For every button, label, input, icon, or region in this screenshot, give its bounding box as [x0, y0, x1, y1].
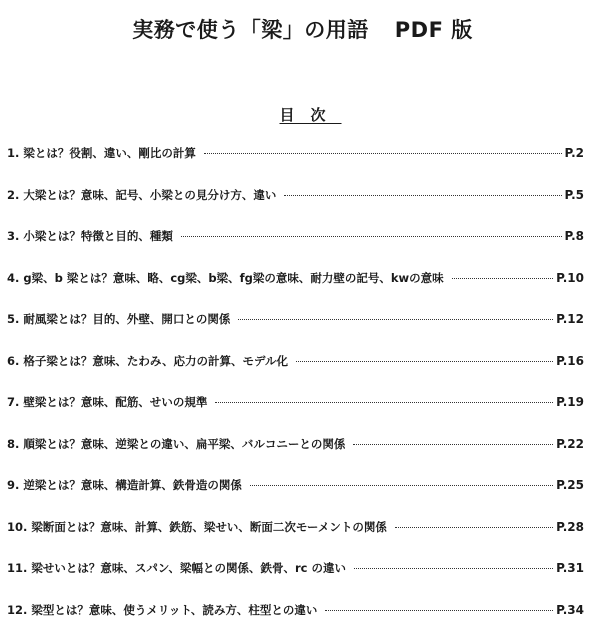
- toc-leader-dots: [452, 278, 554, 279]
- toc-leader-dots: [215, 402, 553, 403]
- toc-leader-dots: [250, 485, 553, 486]
- toc-entry[interactable]: [7, 394, 584, 436]
- toc-entry[interactable]: [7, 145, 584, 187]
- toc-entry-page[interactable]: P.19: [556, 395, 584, 409]
- toc-entry-title[interactable]: 10. 梁断面とは？意味、計算、鉄筋、梁せい、断面二次モーメントの関係: [7, 519, 387, 535]
- document-title: [0, 14, 605, 44]
- toc-entry-title[interactable]: 2. 大梁とは？意味、記号、小梁との見分け方、違い: [7, 187, 276, 203]
- toc-leader-dots: [284, 195, 561, 196]
- toc-entry-page[interactable]: P.28: [556, 520, 584, 534]
- toc-entry-page[interactable]: P.34: [556, 603, 584, 617]
- toc-leader-dots: [395, 527, 553, 528]
- toc-entry-page[interactable]: P.12: [556, 312, 584, 326]
- toc-entry[interactable]: [7, 560, 584, 602]
- toc-entry-page[interactable]: P.25: [556, 478, 584, 492]
- toc-leader-dots: [204, 153, 562, 154]
- toc-entry[interactable]: [7, 228, 584, 270]
- toc-entry-title[interactable]: 1. 梁とは？役割、違い、剛比の計算: [7, 145, 196, 161]
- toc-entry-title[interactable]: 5. 耐風梁とは？目的、外壁、開口との関係: [7, 311, 230, 327]
- toc-entry-title[interactable]: 11. 梁せいとは？意味、スパン、梁幅との関係、鉄骨、rc の違い: [7, 560, 346, 576]
- toc-leader-dots: [181, 236, 562, 237]
- toc-entry[interactable]: [7, 353, 584, 395]
- table-of-contents: [7, 145, 584, 643]
- toc-heading: [0, 104, 605, 125]
- toc-leader-dots: [325, 610, 553, 611]
- document-title-main: 実務で使う「梁」の用語: [132, 18, 369, 42]
- toc-entry-page[interactable]: P.10: [556, 271, 584, 285]
- toc-entry[interactable]: [7, 270, 584, 312]
- toc-entry[interactable]: [7, 436, 584, 478]
- document-title-edition: PDF 版: [395, 18, 473, 42]
- toc-leader-dots: [296, 361, 553, 362]
- toc-entry[interactable]: [7, 519, 584, 561]
- toc-entry[interactable]: [7, 477, 584, 519]
- toc-leader-dots: [353, 444, 553, 445]
- toc-entry-page[interactable]: P.31: [556, 561, 584, 575]
- toc-entry-title[interactable]: 4. g梁、b 梁とは？意味、略、cg梁、b梁、fg梁の意味、耐力壁の記号、kwの意味: [7, 270, 444, 286]
- toc-entry-page[interactable]: P.16: [556, 354, 584, 368]
- toc-entry[interactable]: [7, 311, 584, 353]
- toc-entry-title[interactable]: 9. 逆梁とは？意味、構造計算、鉄骨造の関係: [7, 477, 242, 493]
- toc-entry-page[interactable]: P.5: [565, 188, 585, 202]
- toc-entry-title[interactable]: 6. 格子梁とは？意味、たわみ、応力の計算、モデル化: [7, 353, 288, 369]
- toc-heading-label: 目次: [263, 106, 341, 124]
- toc-entry-title[interactable]: 8. 順梁とは？意味、逆梁との違い、扁平梁、バルコニーとの関係: [7, 436, 345, 452]
- toc-entry[interactable]: [7, 602, 584, 643]
- toc-entry-title[interactable]: 3. 小梁とは？特徴と目的、種類: [7, 228, 173, 244]
- toc-entry-page[interactable]: P.22: [556, 437, 584, 451]
- toc-entry-page[interactable]: P.2: [565, 146, 585, 160]
- toc-entry-page[interactable]: P.8: [565, 229, 585, 243]
- toc-entry-title[interactable]: 12. 梁型とは？意味、使うメリット、読み方、柱型との違い: [7, 602, 317, 618]
- toc-entry-title[interactable]: 7. 壁梁とは？意味、配筋、せいの規準: [7, 394, 207, 410]
- toc-leader-dots: [354, 568, 553, 569]
- toc-entry[interactable]: [7, 187, 584, 229]
- toc-leader-dots: [238, 319, 553, 320]
